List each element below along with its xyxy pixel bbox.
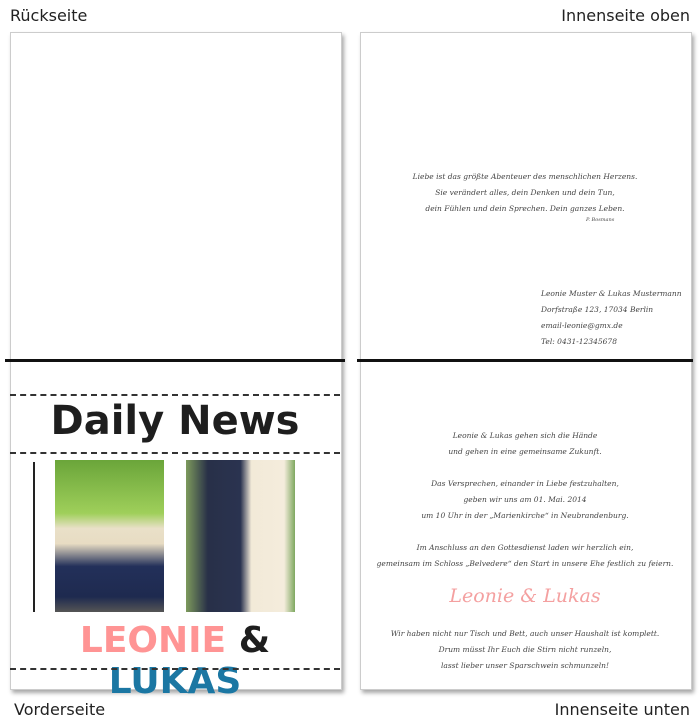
address-email: email-leonie@gmx.de — [541, 321, 623, 330]
text-line: geben wir uns am 01. Mai. 2014 — [463, 495, 587, 504]
name-leonie: LEONIE — [79, 620, 227, 661]
label-back: Rückseite — [10, 6, 88, 25]
address-phone: Tel: 0431-12345678 — [541, 337, 617, 346]
vertical-rule — [33, 462, 35, 612]
address-names: Leonie Muster & Lukas Mustermann — [541, 289, 682, 298]
text-line: Leonie & Lukas gehen sich die Hände — [452, 431, 598, 440]
fold-line-left — [5, 359, 345, 362]
quote-author: P. Bosmans — [586, 217, 615, 223]
quote — [360, 169, 690, 217]
signature: Leonie & Lukas — [449, 585, 601, 607]
address-block — [541, 286, 682, 350]
text-line: lasst lieber unser Sparschwein schmunzeln! — [441, 661, 609, 670]
label-front: Vorderseite — [14, 700, 106, 719]
quote-line: Sie verändert alles, dein Denken und dein Tun, — [435, 188, 615, 197]
text-line: Im Anschluss an den Gottesdienst laden wir herzlich ein, — [416, 543, 634, 552]
name-lukas: LUKAS — [108, 661, 242, 702]
couple-photo-1 — [55, 460, 164, 612]
dashed-divider — [10, 394, 340, 396]
text-line: Drum müsst Ihr Euch die Stirn nicht runzeln, — [438, 645, 612, 654]
invitation-text — [360, 428, 690, 572]
dashed-divider — [10, 668, 340, 670]
quote-line: dein Fühlen und dein Sprechen. Dein ganzes Leben. — [425, 204, 625, 213]
quote-line: Liebe ist das größte Abenteuer des menschlichen Herzens. — [412, 172, 638, 181]
couple-names — [10, 620, 340, 702]
text-line: und gehen in eine gemeinsame Zukunft. — [448, 447, 602, 456]
address-street: Dorfstraße 123, 17034 Berlin — [541, 305, 654, 314]
couple-photo-2 — [186, 460, 295, 612]
dashed-divider — [10, 452, 340, 454]
headline: Daily News — [50, 398, 300, 444]
fold-line-right — [357, 359, 693, 362]
closing-text — [360, 626, 690, 674]
label-inside-top: Innenseite oben — [561, 6, 690, 25]
text-line: Das Versprechen, einander in Liebe festzuhalten, — [431, 479, 619, 488]
text-line: Wir haben nicht nur Tisch und Bett, auch unser Haushalt ist komplett. — [390, 629, 660, 638]
text-line: gemeinsam im Schloss „Belvedere“ den Start in unsere Ehe festlich zu feiern. — [376, 559, 674, 568]
text-line: um 10 Uhr in der „Marienkirche“ in Neubrandenburg. — [421, 511, 629, 520]
label-inside-bottom: Innenseite unten — [554, 700, 690, 719]
ampersand: & — [238, 620, 271, 661]
